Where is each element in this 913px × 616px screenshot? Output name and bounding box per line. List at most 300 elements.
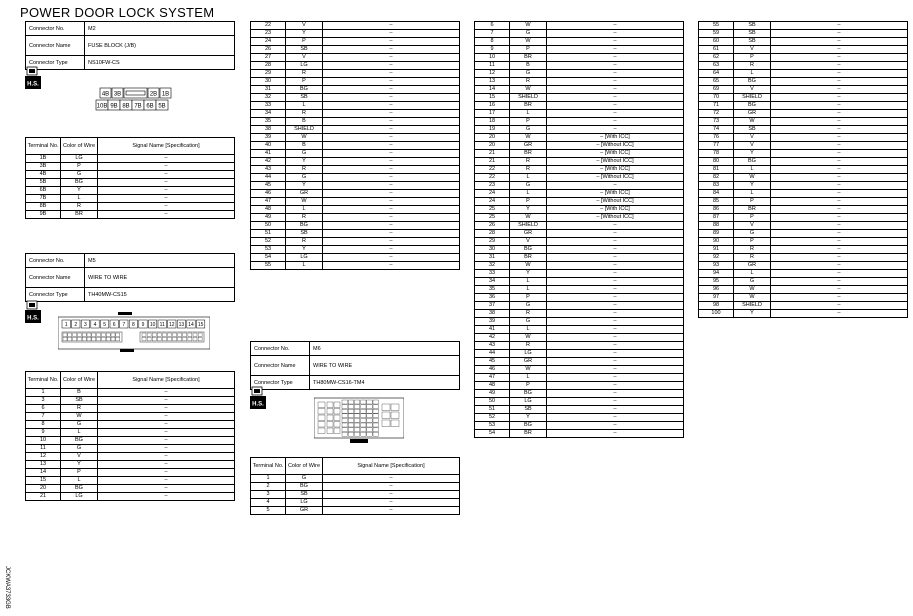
terminal-cell: 90 (699, 238, 734, 246)
signal-cell: – (547, 246, 684, 254)
signal-cell: – (547, 286, 684, 294)
color-cell: B (286, 142, 323, 150)
color-cell: R (510, 342, 547, 350)
pin-cell (327, 422, 333, 428)
color-cell: P (510, 118, 547, 126)
table-row (26, 171, 235, 179)
table-row (251, 46, 460, 54)
signal-cell: – (547, 406, 684, 414)
signal-cell: – (547, 318, 684, 326)
table-row (26, 397, 235, 405)
color-cell: BG (510, 246, 547, 254)
pin-cell (73, 337, 77, 341)
pin-cell (348, 423, 353, 427)
signal-cell: – (547, 62, 684, 70)
table-row (475, 174, 684, 182)
pin-cell (162, 337, 166, 341)
color-cell: SB (286, 46, 323, 54)
table-row (699, 70, 908, 78)
terminal-cell: 1 (251, 475, 286, 483)
connector-name-label: Connector Name (26, 268, 85, 288)
signal-cell: – (98, 461, 235, 469)
pin-cell (147, 333, 151, 337)
signal-cell: – (771, 278, 908, 286)
table-row (251, 118, 460, 126)
pin-cell (361, 405, 366, 409)
harness-side-icon (25, 66, 41, 89)
signal-cell: – (547, 222, 684, 230)
table-row (699, 30, 908, 38)
signal-cell: – (323, 86, 460, 94)
table-row (699, 230, 908, 238)
table-row (475, 310, 684, 318)
table-row (699, 62, 908, 70)
color-cell: SB (286, 491, 323, 499)
terminal-cell: 64 (699, 70, 734, 78)
signal-cell: – (323, 206, 460, 214)
terminal-cell: 38 (251, 126, 286, 134)
color-cell: GR (286, 507, 323, 515)
color-cell: LG (510, 398, 547, 406)
terminal-cell: 21 (475, 150, 510, 158)
terminal-cell: 47 (251, 198, 286, 206)
signal-cell: – (771, 190, 908, 198)
color-cell: P (510, 294, 547, 302)
header-signal: Signal Name [Specification] (98, 138, 235, 155)
signal-cell: – (323, 38, 460, 46)
signal-cell: – (547, 254, 684, 262)
table-row (475, 126, 684, 134)
table-row (26, 389, 235, 397)
terminal-cell: 52 (251, 238, 286, 246)
pin-cell (361, 409, 366, 413)
color-cell: W (510, 262, 547, 270)
signal-cell: – (323, 78, 460, 86)
signal-cell: – (323, 150, 460, 158)
terminal-cell: 25 (475, 214, 510, 222)
table-row (251, 110, 460, 118)
signal-cell: – (98, 453, 235, 461)
pin-label: 11 (159, 322, 165, 328)
signal-cell: – (771, 286, 908, 294)
terminal-cell: 15 (26, 477, 61, 485)
terminal-cell: 21 (475, 158, 510, 166)
figure-id: JCKWA3733GB (4, 566, 10, 609)
pin-cell (68, 333, 72, 337)
signal-cell: – (771, 86, 908, 94)
pin-cell (183, 333, 187, 337)
pin-cell (173, 333, 177, 337)
table-row (251, 222, 460, 230)
signal-cell: – (547, 278, 684, 286)
terminal-cell: 8B (26, 203, 61, 211)
connector-no-value: M5 (85, 254, 235, 268)
header-terminal: Terminal No. (26, 138, 61, 155)
color-cell: GR (734, 262, 771, 270)
terminal-cell: 51 (251, 230, 286, 238)
terminal-cell: 35 (475, 286, 510, 294)
signal-cell: – (323, 126, 460, 134)
terminal-cell: 41 (251, 150, 286, 158)
pin-cell (373, 428, 378, 432)
terminal-cell: 80 (699, 158, 734, 166)
terminal-cell: 1B (26, 155, 61, 163)
signal-cell: – (547, 414, 684, 422)
connector-name-value: WIRE TO WIRE (85, 268, 235, 288)
color-cell: R (286, 110, 323, 118)
color-cell: LG (286, 62, 323, 70)
terminal-cell: 50 (475, 398, 510, 406)
pin-cell (168, 337, 172, 341)
signal-cell: – (547, 390, 684, 398)
pin-cell (318, 422, 325, 428)
connector-type-label: Connector Type (251, 376, 310, 390)
signal-cell: – (547, 326, 684, 334)
color-cell: SB (734, 38, 771, 46)
terminal-cell: 86 (699, 206, 734, 214)
table-row (699, 286, 908, 294)
pin-cell (92, 337, 96, 341)
table-row (251, 507, 460, 515)
table-row (699, 54, 908, 62)
terminal-cell: 46 (251, 190, 286, 198)
color-cell: SB (734, 22, 771, 30)
terminal-cell: 89 (699, 230, 734, 238)
table-row (26, 413, 235, 421)
header-signal: Signal Name [Specification] (323, 458, 460, 475)
hs-label: H.S. (252, 401, 264, 408)
table-row (475, 350, 684, 358)
signal-cell: – (547, 30, 684, 38)
table-row (26, 405, 235, 413)
table-row (475, 366, 684, 374)
table-row (699, 158, 908, 166)
header-terminal: Terminal No. (26, 372, 61, 389)
header-terminal: Terminal No. (251, 458, 286, 475)
signal-cell: – (771, 158, 908, 166)
table-row (251, 22, 460, 30)
table-row (475, 206, 684, 214)
pin-label: 3 (84, 322, 87, 328)
pin-cell (142, 337, 146, 341)
table-row (251, 94, 460, 102)
pin-cell (348, 432, 353, 436)
table-row (475, 254, 684, 262)
signal-cell: – (323, 499, 460, 507)
terminal-cell: 71 (699, 102, 734, 110)
pin-cell (382, 420, 390, 427)
pin-cell (63, 333, 67, 337)
terminal-cell: 29 (251, 70, 286, 78)
signal-cell: – (323, 246, 460, 254)
signal-cell: – (547, 70, 684, 78)
table-row (26, 163, 235, 171)
table-row (699, 142, 908, 150)
signal-cell: – (323, 118, 460, 126)
color-cell: W (286, 134, 323, 142)
color-cell: L (61, 429, 98, 437)
color-cell: P (286, 78, 323, 86)
terminal-cell: 38 (475, 310, 510, 318)
signal-cell: – (323, 230, 460, 238)
connector-m2-face (92, 86, 176, 112)
color-cell: LG (286, 254, 323, 262)
table-row (251, 206, 460, 214)
pin-cell (342, 409, 347, 413)
pin-label: 7 (122, 322, 126, 328)
signal-cell: – (771, 246, 908, 254)
table-row (699, 38, 908, 46)
color-cell: BR (510, 150, 547, 158)
terminal-cell: 94 (699, 270, 734, 278)
signal-cell: – (547, 430, 684, 438)
signal-cell: – (323, 166, 460, 174)
table-row (475, 62, 684, 70)
pin-cell (354, 400, 359, 404)
terminal-cell: 20 (475, 134, 510, 142)
pin-cell (391, 404, 399, 411)
table-row (475, 390, 684, 398)
pin-cell (327, 428, 333, 434)
color-cell: B (510, 62, 547, 70)
terminal-cell: 69 (699, 86, 734, 94)
terminal-cell: 26 (251, 46, 286, 54)
color-cell: W (510, 86, 547, 94)
pin-cell (152, 333, 156, 337)
table-row (475, 46, 684, 54)
signal-cell: – (323, 102, 460, 110)
pin-cell (348, 418, 353, 422)
terminal-cell: 55 (699, 22, 734, 30)
table-row (251, 230, 460, 238)
pin-cell (361, 428, 366, 432)
signal-cell: – (547, 86, 684, 94)
terminal-cell: 44 (475, 350, 510, 358)
signal-cell: – (771, 310, 908, 318)
color-cell: BR (510, 430, 547, 438)
signal-cell: – (98, 437, 235, 445)
table-row (26, 437, 235, 445)
color-cell: BG (510, 422, 547, 430)
terminal-cell: 12 (26, 453, 61, 461)
pin-label: 10 (149, 322, 156, 328)
signal-cell: – (98, 429, 235, 437)
signal-cell: – (771, 46, 908, 54)
color-cell: Y (61, 461, 98, 469)
pin-cell (111, 333, 115, 337)
table-row (475, 374, 684, 382)
color-cell: V (286, 22, 323, 30)
color-cell: W (510, 214, 547, 222)
pin-cell (188, 333, 192, 337)
color-cell: P (61, 469, 98, 477)
pin-cell (82, 333, 86, 337)
pin-cell (354, 414, 359, 418)
color-cell: R (510, 158, 547, 166)
terminal-cell: 33 (475, 270, 510, 278)
pin-cell (334, 402, 340, 408)
table-row (475, 238, 684, 246)
pin-cell (188, 337, 192, 341)
color-cell: G (510, 70, 547, 78)
signal-cell: – (771, 94, 908, 102)
terminal-cell: 59 (699, 30, 734, 38)
table-row (475, 110, 684, 118)
connector-m5-face (58, 312, 210, 352)
signal-cell: – (547, 342, 684, 350)
color-cell: G (286, 150, 323, 158)
terminal-cell: 44 (251, 174, 286, 182)
terminal-cell: 93 (699, 262, 734, 270)
table-row (475, 22, 684, 30)
signal-cell: – [With ICC] (547, 150, 684, 158)
terminal-cell: 70 (699, 94, 734, 102)
terminal-cell: 25 (475, 206, 510, 214)
pin-cell (152, 337, 156, 341)
color-cell: L (734, 70, 771, 78)
table-row (251, 254, 460, 262)
color-cell: Y (61, 187, 98, 195)
color-cell: G (510, 30, 547, 38)
pin-cell (111, 337, 115, 341)
signal-cell: – (547, 422, 684, 430)
table-row (251, 483, 460, 491)
terminal-cell: 30 (251, 78, 286, 86)
signal-cell: – (323, 214, 460, 222)
color-cell: V (734, 142, 771, 150)
table-row (475, 142, 684, 150)
signal-cell: – (771, 222, 908, 230)
color-cell: Y (734, 150, 771, 158)
table-row (26, 179, 235, 187)
pin-cell (92, 333, 96, 337)
color-cell: W (734, 286, 771, 294)
table-row (699, 278, 908, 286)
table-row (699, 190, 908, 198)
color-cell: BG (286, 483, 323, 491)
color-cell: L (286, 262, 323, 270)
color-cell: B (286, 118, 323, 126)
terminal-cell: 13 (26, 461, 61, 469)
pin-cell (318, 415, 325, 421)
color-cell: L (734, 166, 771, 174)
terminal-cell: 43 (475, 342, 510, 350)
signal-cell: – (547, 334, 684, 342)
table-row (475, 94, 684, 102)
color-cell: L (286, 102, 323, 110)
color-cell: G (286, 174, 323, 182)
terminal-cell: 11 (26, 445, 61, 453)
color-cell: V (286, 54, 323, 62)
connector-type-value: NS10FW-CS (85, 56, 235, 70)
signal-table-m6-cont-2 (698, 21, 908, 318)
pin-cell (367, 400, 372, 404)
pin-cell (391, 420, 399, 427)
signal-cell: – (547, 302, 684, 310)
table-row (251, 190, 460, 198)
table-row (475, 150, 684, 158)
terminal-cell: 62 (699, 54, 734, 62)
terminal-cell: 95 (699, 278, 734, 286)
lock-tab (126, 91, 145, 95)
color-cell: R (510, 166, 547, 174)
table-row (475, 278, 684, 286)
pin-cell (327, 402, 333, 408)
terminal-cell: 17 (475, 110, 510, 118)
signal-cell: – (98, 485, 235, 493)
table-row (699, 86, 908, 94)
color-cell: P (734, 54, 771, 62)
table-row (251, 166, 460, 174)
terminal-cell: 27 (251, 54, 286, 62)
signal-cell: – (323, 182, 460, 190)
terminal-cell: 46 (475, 366, 510, 374)
table-row (251, 262, 460, 270)
color-cell: SB (734, 126, 771, 134)
pin-cell (373, 400, 378, 404)
terminal-cell: 43 (251, 166, 286, 174)
connector-info-m6 (250, 341, 460, 390)
color-cell: W (286, 198, 323, 206)
pin-cell (342, 428, 347, 432)
terminal-cell: 9 (26, 429, 61, 437)
connector-type-label: Connector Type (26, 56, 85, 70)
terminal-cell: 13 (475, 78, 510, 86)
table-row (699, 262, 908, 270)
color-cell: V (734, 46, 771, 54)
table-row (251, 54, 460, 62)
signal-cell: – (771, 54, 908, 62)
signal-cell: – (98, 211, 235, 219)
table-row (475, 430, 684, 438)
table-row (251, 475, 460, 483)
pin-cell (373, 414, 378, 418)
color-cell: G (510, 182, 547, 190)
pin-cell (382, 404, 390, 411)
pin-cell (354, 405, 359, 409)
pin-cell (178, 337, 182, 341)
table-row (26, 429, 235, 437)
color-cell: W (734, 118, 771, 126)
table-row (475, 422, 684, 430)
signal-cell: – (98, 389, 235, 397)
table-row (699, 134, 908, 142)
terminal-cell: 28 (251, 62, 286, 70)
table-row (475, 214, 684, 222)
signal-cell: – (771, 110, 908, 118)
table-row (251, 86, 460, 94)
terminal-cell: 91 (699, 246, 734, 254)
connector-m6-face (314, 392, 404, 446)
terminal-cell: 6 (475, 22, 510, 30)
signal-cell: – (547, 94, 684, 102)
color-cell: GR (734, 110, 771, 118)
pin-cell (157, 333, 161, 337)
signal-cell: – (323, 70, 460, 78)
pin-cell (327, 409, 333, 415)
pin-cell (318, 428, 325, 434)
connector-no-label: Connector No. (26, 22, 85, 36)
signal-cell: – (323, 483, 460, 491)
terminal-cell: 20 (475, 142, 510, 150)
signal-cell: – (323, 62, 460, 70)
terminal-cell: 29 (475, 238, 510, 246)
terminal-cell: 3B (26, 163, 61, 171)
pin-cell (198, 337, 202, 341)
signal-cell: – (547, 262, 684, 270)
terminal-cell: 63 (699, 62, 734, 70)
pin-label: 10B (96, 103, 108, 110)
